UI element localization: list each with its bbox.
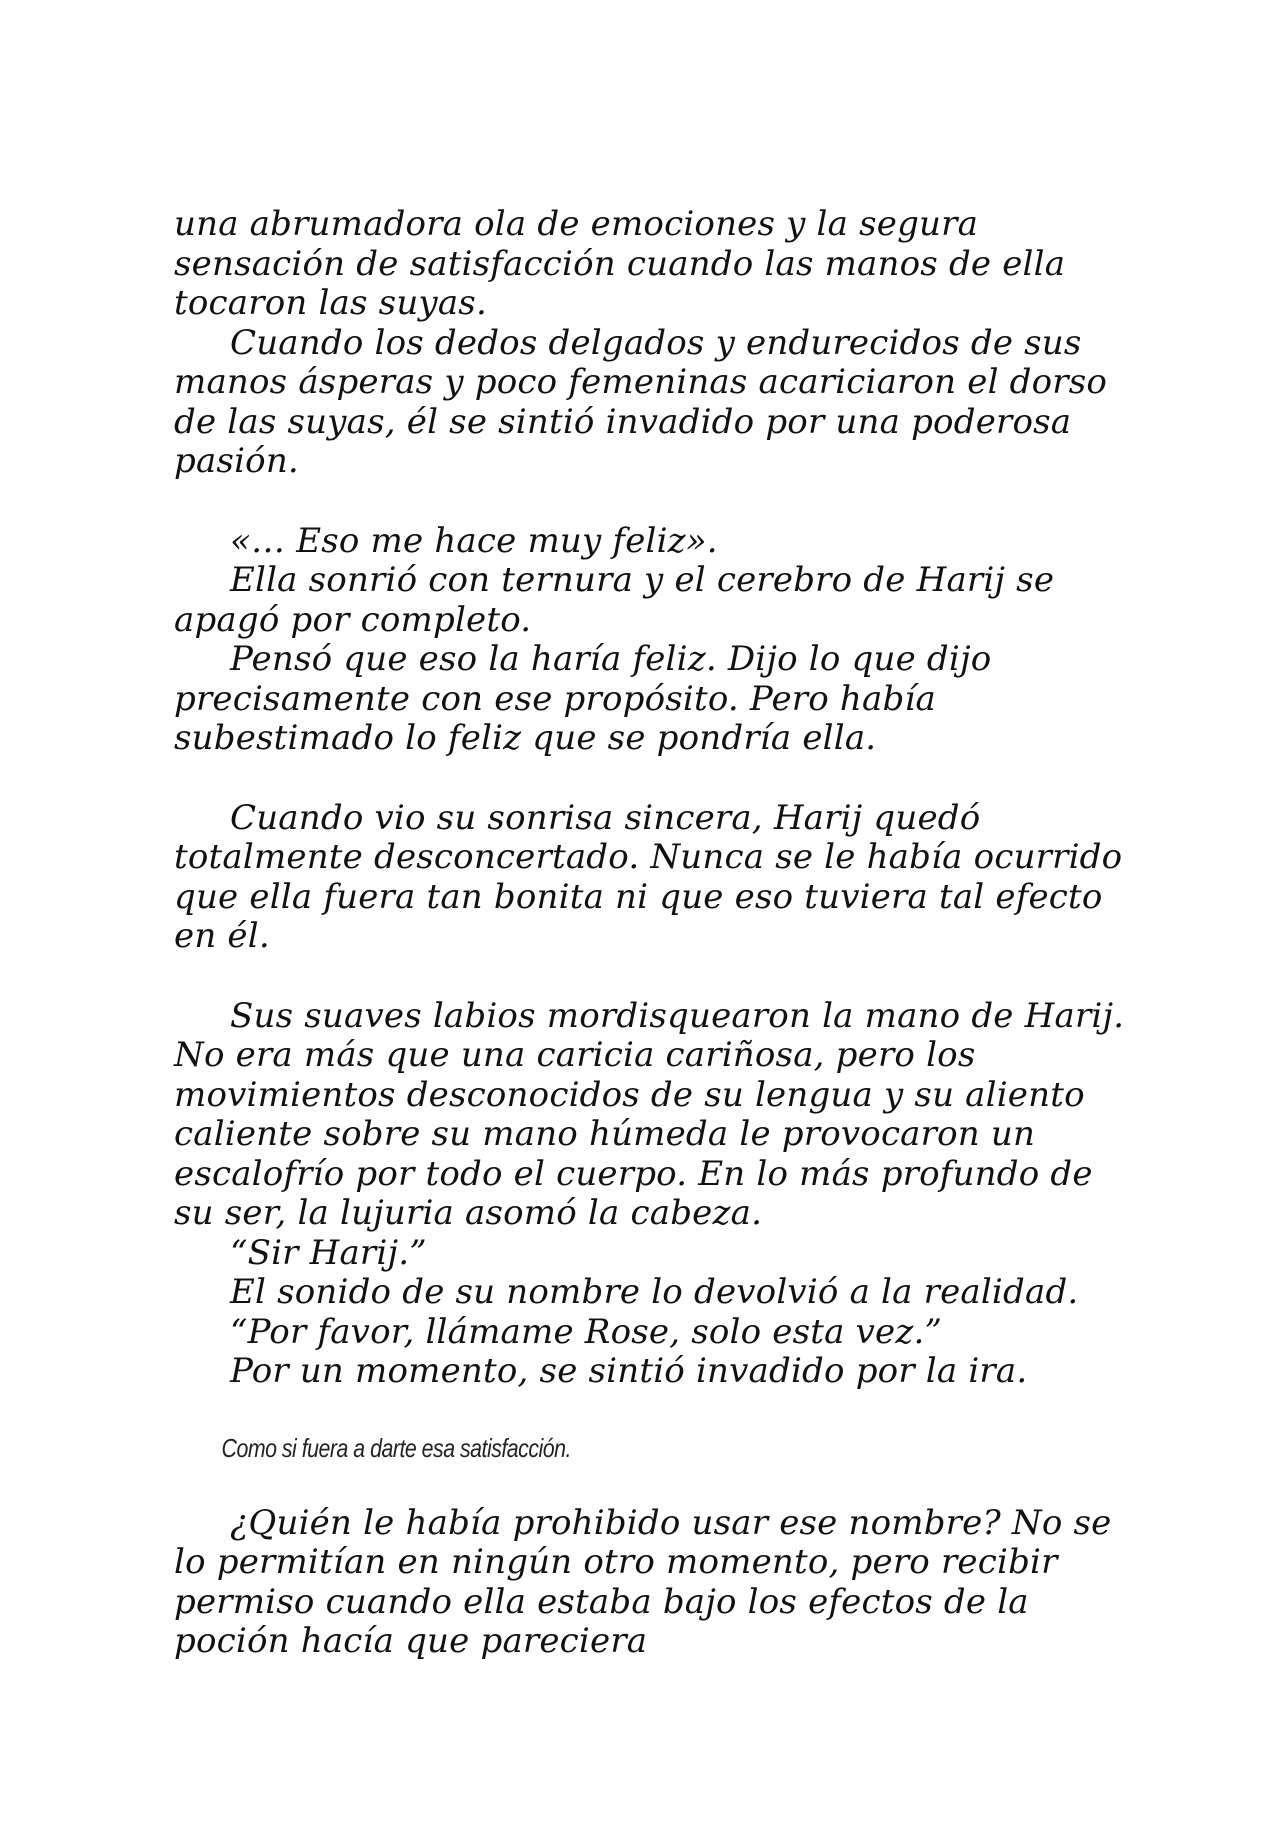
dialogue-line: “Por favor, llámame Rose, solo esta vez.” — [230, 1311, 943, 1352]
paragraph: Sus suaves labios mordisquearon la mano de Harij. No era más que una caricia cariñosa, pero los movimientos desconocidos de su lengua y su aliento caliente sobre su mano húmeda le provocaron un escalofrío por todo el cuerpo. En lo más profundo de su ser, la lujuria asomó la cabeza. — [174, 995, 1125, 1233]
dialogue-line: “Sir Harij.” — [230, 1232, 427, 1273]
paragraph-gap — [174, 482, 1134, 522]
paragraph: Pensó que eso la haría feliz. Dijo lo que dijo precisamente con ese propósito. Pero había subestimado lo feliz que se pondría ella. — [174, 639, 992, 758]
body-text — [174, 205, 1134, 1662]
paragraph: Cuando vio su sonrisa sincera, Harij quedó totalmente desconcertado. Nunca se le había ocurrido que ella fuera tan bonita ni que eso tuviera tal efecto en él. — [174, 797, 1123, 956]
paragraph: El sonido de su nombre lo devolvió a la realidad. — [230, 1272, 1079, 1312]
paragraph: Cuando los dedos delgados y endurecidos de sus manos ásperas y poco femeninas acariciaron el dorso de las suyas, él se sintió invadido por una poderosa pasión. — [174, 322, 1108, 481]
paragraph-gap — [174, 1392, 1134, 1428]
paragraph-gap — [174, 957, 1134, 997]
inner-thought: Como si fuera a darte esa satisfacción. — [221, 1432, 571, 1463]
paragraph: Ella sonrió con ternura y el cerebro de Harij se apagó por completo. — [174, 560, 1055, 640]
paragraph-gap — [174, 1468, 1134, 1504]
paragraph: ¿Quién le había prohibido usar ese nombre? No se lo permitían en ningún otro momento, pero recibir permiso cuando ella estaba bajo los efectos de la poción hacía que pareciera — [174, 1502, 1112, 1661]
dialogue-line: «… Eso me hace muy feliz». — [230, 520, 718, 561]
paragraph: Por un momento, se sintió invadido por la ira. — [230, 1351, 1028, 1391]
paragraph-continuation: una abrumadora ola de emociones y la segura sensación de satisfacción cuando las manos de ella tocaron las suyas. — [174, 204, 1066, 323]
paragraph-gap — [174, 759, 1134, 799]
